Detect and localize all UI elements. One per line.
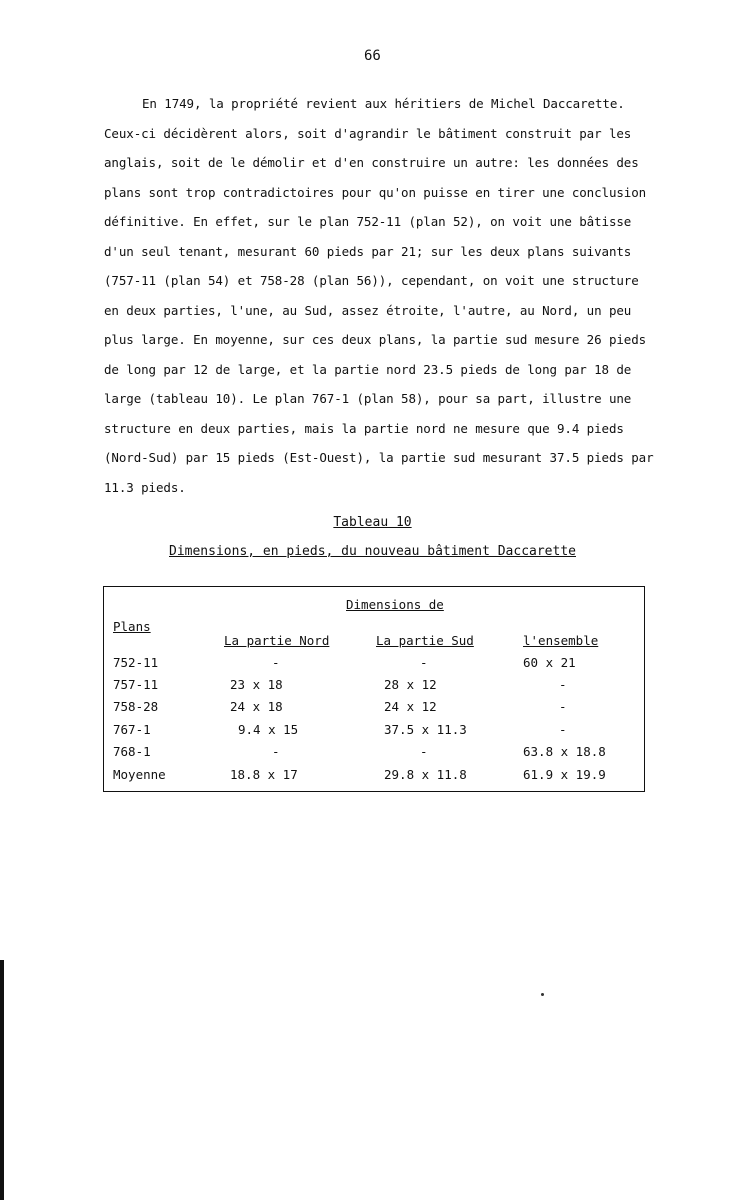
row-plan: 757-11 (113, 677, 159, 692)
column-header-nord: La partie Nord (224, 633, 330, 648)
body-paragraph (104, 89, 652, 502)
row-plan: 768-1 (113, 744, 151, 759)
row-nord: - (272, 744, 280, 759)
table-caption-text: Dimensions, en pieds, du nouveau bâtiment Daccarette (169, 544, 576, 559)
row-sud: 29.8 x 11.8 (384, 767, 467, 782)
row-ensemble: - (559, 722, 567, 737)
table-label-text: Tableau 10 (333, 515, 412, 530)
row-plan: 752-11 (113, 655, 159, 670)
dimensions-table (103, 586, 645, 792)
column-header-sud: La partie Sud (376, 633, 474, 648)
scan-margin-bar (0, 960, 4, 1200)
scan-speck (541, 993, 544, 996)
row-nord: 24 x 18 (230, 699, 283, 714)
plans-header: Plans (113, 619, 151, 634)
row-nord: 23 x 18 (230, 677, 283, 692)
row-plan: 767-1 (113, 722, 151, 737)
paragraph-line: de long par 12 de large, et la partie nord 23.5 pieds de long par 18 de (104, 361, 632, 377)
row-ensemble: 60 x 21 (523, 655, 576, 670)
paragraph-line: (Nord-Sud) par 15 pieds (Est-Ouest), la partie sud mesurant 37.5 pieds par (104, 450, 654, 465)
paragraph-line: En 1749, la propriété revient aux héritiers de Michel Daccarette. (142, 96, 625, 111)
paragraph-line: plus large. En moyenne, sur ces deux plans, la partie sud mesure 26 pieds (104, 332, 647, 347)
paragraph-line: d'un seul tenant, mesurant 60 pieds par 21; sur les deux plans suivants (104, 243, 632, 259)
column-header-ensemble: l'ensemble (523, 633, 599, 648)
paragraph-line: définitive. En effet, sur le plan 752-11 (plan 52), on voit une bâtisse (104, 214, 632, 229)
row-plan: 758-28 (113, 699, 159, 714)
row-ensemble: - (559, 699, 567, 714)
paragraph-line: large (tableau 10). Le plan 767-1 (plan 58), pour sa part, illustre une (104, 391, 632, 406)
table-caption (0, 544, 745, 559)
row-ensemble: 63.8 x 18.8 (523, 744, 606, 759)
row-sud: 24 x 12 (384, 699, 437, 714)
row-sud: - (420, 744, 428, 759)
row-sud: - (420, 655, 428, 670)
paragraph-line: Ceux-ci décidèrent alors, soit d'agrandir le bâtiment construit par les (104, 125, 632, 141)
row-sud: 28 x 12 (384, 677, 437, 692)
paragraph-line: structure en deux parties, mais la partie nord ne mesure que 9.4 pieds (104, 420, 624, 436)
row-ensemble: - (559, 677, 567, 692)
paragraph-line: anglais, soit de le démolir et d'en construire un autre: les données des (104, 155, 639, 170)
table-label (0, 515, 745, 530)
paragraph-line: 11.3 pieds. (104, 479, 186, 495)
group-header: Dimensions de (346, 597, 444, 612)
row-ensemble: 61.9 x 19.9 (523, 767, 606, 782)
row-nord: - (272, 655, 280, 670)
row-sud: 37.5 x 11.3 (384, 722, 467, 737)
row-plan: Moyenne (113, 767, 166, 782)
paragraph-line: (757-11 (plan 54) et 758-28 (plan 56)), cependant, on voit une structure (104, 273, 639, 288)
page-number: 66 (364, 48, 381, 64)
row-nord: 18.8 x 17 (230, 767, 298, 782)
paragraph-line: en deux parties, l'une, au Sud, assez étroite, l'autre, au Nord, un peu (104, 302, 632, 318)
row-nord: 9.4 x 15 (238, 722, 299, 737)
paragraph-line: plans sont trop contradictoires pour qu'on puisse en tirer une conclusion (104, 184, 647, 200)
